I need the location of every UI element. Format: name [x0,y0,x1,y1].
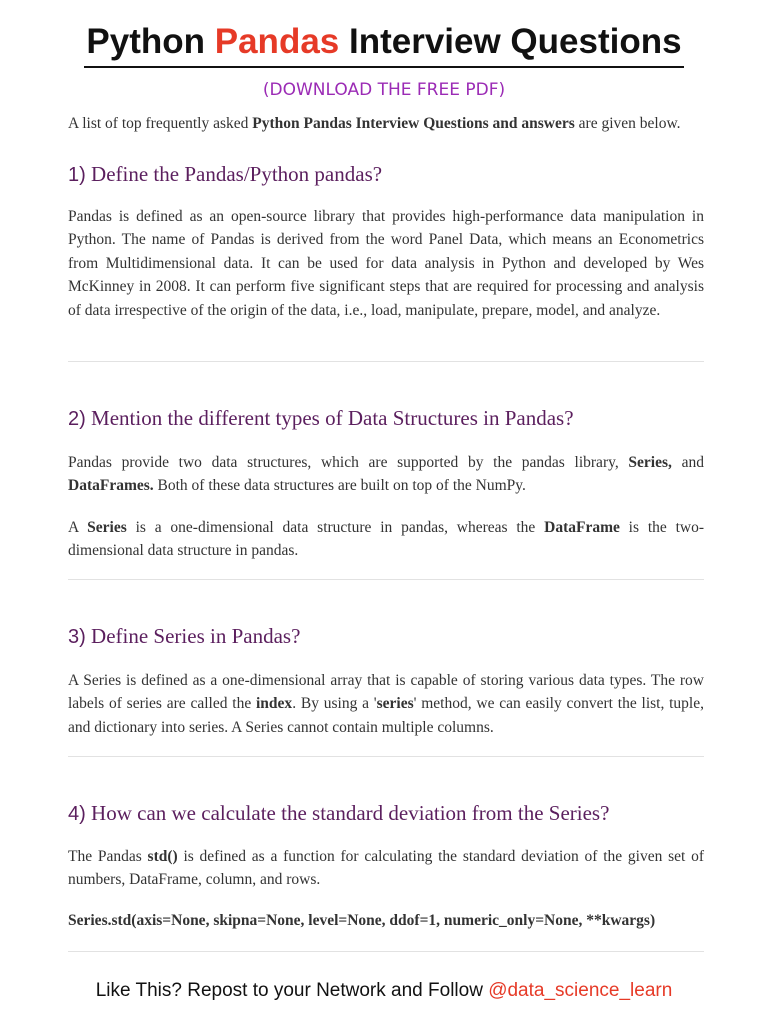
page-title [0,20,768,68]
question-4-heading: 4) How can we calculate the standard deviation from the Series? [68,801,610,825]
divider [68,579,704,580]
title-highlight: Pandas [214,22,340,61]
code-signature: Series.std(axis=None, skipna=None, level=None, ddof=1, numeric_only=None, **kwargs) [68,912,656,929]
question-2-heading: 2) Mention the different types of Data Structures in Pandas? [68,406,574,430]
question-1-answer: Pandas is defined as an open-source library that provides high-performance data manipulation in Python. The name of Pandas is derived from the word Panel Data, which means an Econometrics from Multidimensional data. It can be used for data analysis in Python and developed by Wes McKinney in 2008. It can perform five significant steps that are required for processing and analysis of data irrespective of the origin of the data, i.e., load, manipulate, prepare, model, and analyze. [68,208,704,319]
divider [68,361,704,362]
social-handle-link[interactable]: @data_science_learn [488,980,673,1001]
divider [68,756,704,757]
title-part-2: Interview Questions [339,22,682,61]
title-part-1: Python [86,22,215,61]
question-4-answer: The Pandas std() is defined as a function for calculating the standard deviation of the given set of numbers, DataFrame, column, and rows. [68,848,704,889]
question-3-heading: 3) Define Series in Pandas? [68,624,301,648]
download-pdf-link[interactable]: (DOWNLOAD THE FREE PDF) [262,80,506,100]
question-1-heading: 1) Define the Pandas/Python pandas? [68,162,383,186]
divider [68,951,704,952]
question-2-answer-1: Pandas provide two data structures, which are supported by the pandas library, Series, and DataFrames. Both of these data structures are built on top of the NumPy. [68,454,704,495]
footer-cta: Like This? Repost to your Network and Follow @data_science_learn [95,980,673,1001]
question-2-answer-2: A Series is a one-dimensional data structure in pandas, whereas the DataFrame is the two-dimensional data structure in pandas. [68,519,704,560]
question-3-answer: A Series is defined as a one-dimensional array that is capable of storing various data types. The row labels of series are called the index. By using a 'series' method, we can easily convert the list, tuple, and dictionary into series. A Series cannot contain multiple columns. [68,672,704,736]
intro-text: A list of top frequently asked Python Pandas Interview Questions and answers are given below. [68,115,681,132]
